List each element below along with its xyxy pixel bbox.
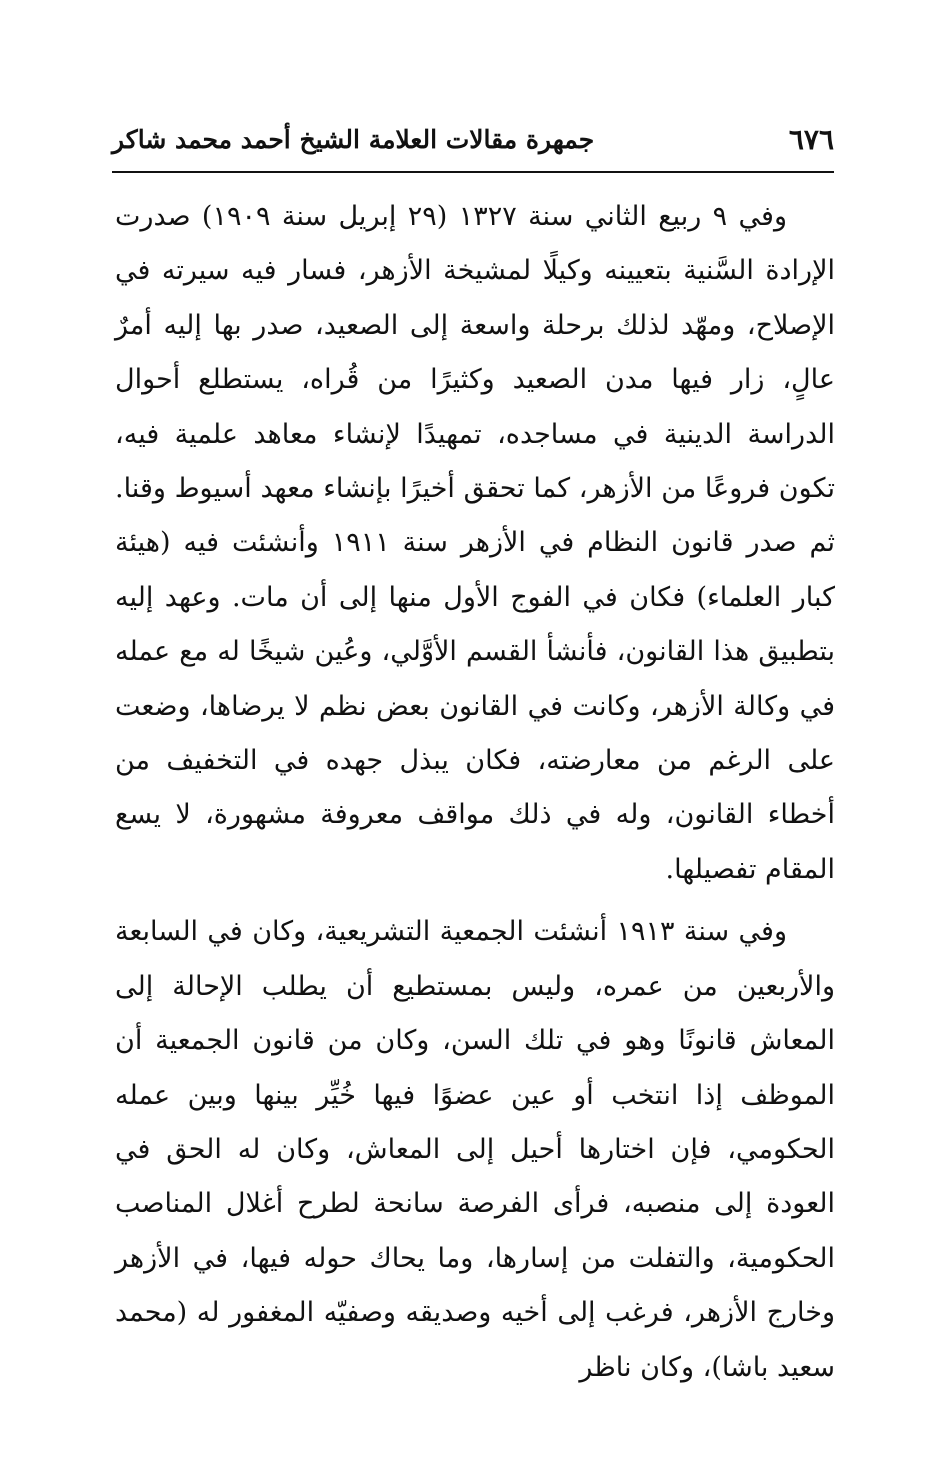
paragraph-2: وفي سنة ١٩١٣ أنشئت الجمعية التشريعية، وكان في السابعة والأربعين من عمره، وليس بمستطيع أن يطلب الإحالة إلى المعاش قانونًا وهو في تلك السن، وكان من قانون الجمعية أن الموظف إذا انتخب أو عين عضوًا فيها خُيِّر بينها وبين عمله الحكومي، فإن اختارها أحيل إلى المعاش، وكان له الحق في العودة إلى منصبه، فرأى الفرصة سانحة لطرح أغلال المناصب الحكومية، والتفلت من إسارها، وما يحاك حوله فيها، في الأزهر وخارج الأزهر، فرغب إلى أخيه وصديقه وصفيّه المغفور له (محمد سعيد باشا)، وكان ناظر [115, 916, 835, 1383]
page-number: ٦٧٦ [788, 123, 834, 156]
running-header [112, 122, 834, 166]
header-divider [112, 171, 834, 173]
book-title: جمهرة مقالات العلامة الشيخ أحمد محمد شاكر [112, 125, 595, 154]
paragraph-1: وفي ٩ ربيع الثاني سنة ١٣٢٧ (٢٩ إبريل سنة ١٩٠٩) صدرت الإرادة السَّنية بتعيينه وكيلًا لمشيخة الأزهر، فسار فيه سيرته في الإصلاح، ومهّد لذلك برحلة واسعة إلى الصعيد، صدر بها إليه أمرٌ عالٍ، زار فيها مدن الصعيد وكثيرًا من قُراه، يستطلع أحوال الدراسة الدينية في مساجده، تمهيدًا لإنشاء معاهد علمية فيه، تكون فروعًا من الأزهر، كما تحقق أخيرًا بإنشاء معهد أسيوط وقنا. ثم صدر قانون النظام في الأزهر سنة ١٩١١ وأنشئت فيه (هيئة كبار العلماء) فكان في الفوج الأول منها إلى أن مات. وعهد إليه بتطبيق هذا القانون، فأنشأ القسم الأوَّلي، وعُين شيخًا له مع عمله في وكالة الأزهر، وكانت في القانون بعض نظم لا يرضاها، وضعت على الرغم من معارضته، فكان يبذل جهده في التخفيف من أخطاء القانون، وله في ذلك مواقف معروفة مشهورة، لا يسع المقام تفصيلها. [115, 201, 835, 885]
article-body [115, 190, 835, 1395]
